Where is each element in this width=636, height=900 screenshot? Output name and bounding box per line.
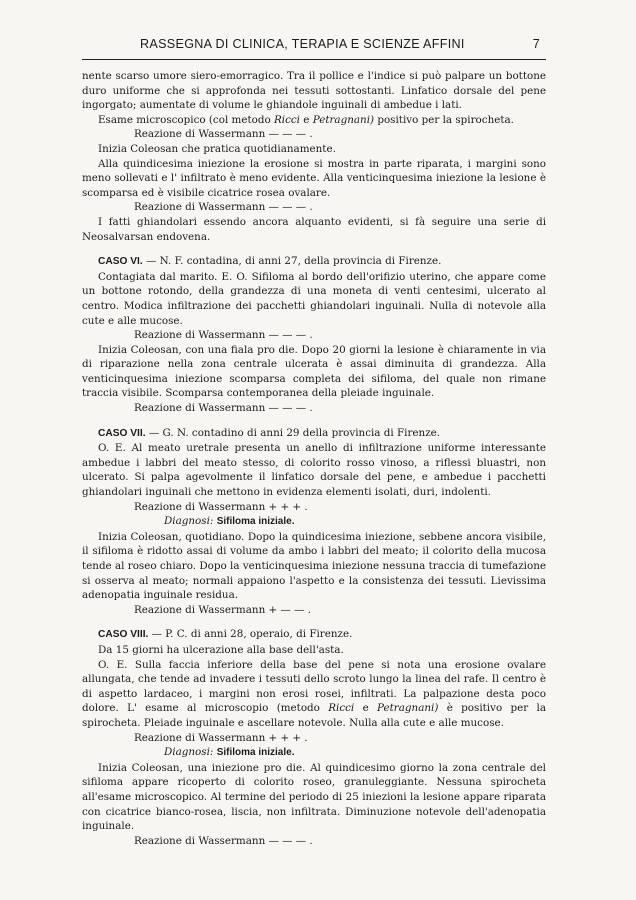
case-heading-viii: CASO VIII. — P. C. di anni 28, operaio, di Firenze. bbox=[98, 628, 353, 641]
paragraph: O. E. Al meato uretrale presenta un anello di infiltrazione uniforme interessante ambedue i labbri del meato stesso, di colorito rosso vinoso, a riflessi bluastri, non ulcerato. Si palpa agevolmente il linfatico dorsale del pene, e ambedue i pacchetti ghiandolari inguinali che mettono in evidenza elementi isolati, duri, indolenti. bbox=[82, 442, 546, 499]
paragraph: Inizia Coleosan, quotidiano. Dopo la quindicesima iniezione, sebbene ancora visibile, il sifiloma è ridotto assai di volume da ambo i labbri del meato; il colorito della mucosa tende al roseo chiaro. Dopo la venticinquesima iniezione nessuna traccia di tumefazione si osserva al meato; normali appaiono l'aspetto e la consistenza dei tessuti. Lievissima adenopatia inguinale residua. bbox=[82, 530, 546, 602]
wassermann-reaction: Reazione di Wassermann — — — . bbox=[134, 201, 313, 214]
wassermann-reaction: Reazione di Wassermann — — — . bbox=[134, 834, 313, 847]
paragraph: O. E. Sulla faccia inferiore della base del pene si nota una erosione ovalare allungata, che tende ad invadere i tessuti dello scroto lungo la linea del rafe. Il centro è di aspetto lardaceo, i margini non erosi rosei, infiltrati. La palpazione desta poco dolore. L' esame al microscopio (metodo Ricci e Petragnani) è positivo per la spirocheta. Pleiade inguinale e ascellare notevole. Nulla alla cute e alle mucose. bbox=[82, 658, 546, 729]
paragraph: Inizia Coleosan, con una fiala pro die. Dopo 20 giorni la lesione è chiaramente in via di riparazione nella zona centrale ulcerata è assai diminuita di grandezza. Alla venticinquesima iniezione scomparsa completa dei sifiloma, del quale non rimane traccia visibile. Scomparsa contemporanea della pleiade inguinale. bbox=[82, 343, 546, 400]
wassermann-reaction: Reazione di Wassermann + — — . bbox=[134, 603, 312, 616]
citation: Ricci bbox=[328, 702, 355, 715]
diagnosis: Diagnosi: Sifiloma iniziale. bbox=[164, 515, 295, 528]
paragraph: Inizia Coleosan che pratica quotidianamente. bbox=[98, 142, 336, 155]
page-number: 7 bbox=[532, 37, 540, 51]
citation: Petragnani) bbox=[312, 113, 375, 126]
case-heading-vi: CASO VI. — N. F. contadina, di anni 27, della provincia di Firenze. bbox=[98, 255, 442, 268]
wassermann-reaction: Reazione di Wassermann + + + . bbox=[134, 500, 308, 513]
paragraph: nente scarso umore siero-emorragico. Tra il pollice e l'indice si può palpare un bottone duro uniforme che si approfonda nei tessuti sottostanti. Linfatico dorsale del pene ingorgato; aumentate di volume le ghiandole inguinali di ambedue i lati. bbox=[82, 70, 546, 112]
paragraph: Alla quindicesima iniezione la erosione si mostra in parte riparata, i margini sono meno sollevati e l' infiltrato è meno evidente. Alla venticinquesima iniezione la lesione è scomparsa ed è visibile cicatrice rosea ovalare. bbox=[82, 157, 546, 199]
paragraph: Contagiata dal marito. E. O. Sifiloma al bordo dell'orifizio uterino, che appare come un bottone rotondo, della grandezza di una moneta di venti centesimi, ulcerato al centro. Modica infiltrazione dei pacchetti ghiandolari inguinali. Nulla di notevole alla cute e alle mucose. bbox=[82, 270, 546, 327]
header-rule bbox=[82, 59, 546, 60]
journal-title: RASSEGNA DI CLINICA, TERAPIA E SCIENZE AFFINI bbox=[140, 37, 465, 51]
paragraph: Da 15 giorni ha ulcerazione alla base dell'asta. bbox=[98, 643, 344, 656]
wassermann-reaction: Reazione di Wassermann — — — . bbox=[134, 128, 313, 141]
case-heading-vii: CASO VII. — G. N. contadino di anni 29 della provincia di Firenze. bbox=[98, 426, 441, 439]
diagnosis: Diagnosi: Sifiloma iniziale. bbox=[164, 746, 295, 759]
wassermann-reaction: Reazione di Wassermann + + + . bbox=[134, 731, 308, 744]
paragraph: I fatti ghiandolari essendo ancora alquanto evidenti, si fà seguire una serie di Neosalvarsan endovena. bbox=[82, 215, 546, 243]
paragraph: Inizia Coleosan, una iniezione pro die. Al quindicesimo giorno la zona centrale del sifiloma appare ricoperto di colorito roseo, granuleggiante. Nessuna spirocheta all'esame microscopico. Al termine del periodo di 25 iniezioni la lesione appare riparata con cicatrice bianco-rosea, liscia, non infiltrata. Diminuzione notevole dell'adenopatia inguinale. bbox=[82, 761, 546, 833]
page-body bbox=[82, 69, 546, 848]
paragraph: Esame microscopico (col metodo Ricci e Petragnani) positivo per la spirocheta. bbox=[98, 113, 514, 126]
wassermann-reaction: Reazione di Wassermann — — — . bbox=[134, 402, 313, 415]
citation: Ricci bbox=[274, 113, 300, 126]
citation: Petragnani) bbox=[377, 702, 439, 715]
wassermann-reaction: Reazione di Wassermann — — — . bbox=[134, 329, 313, 342]
